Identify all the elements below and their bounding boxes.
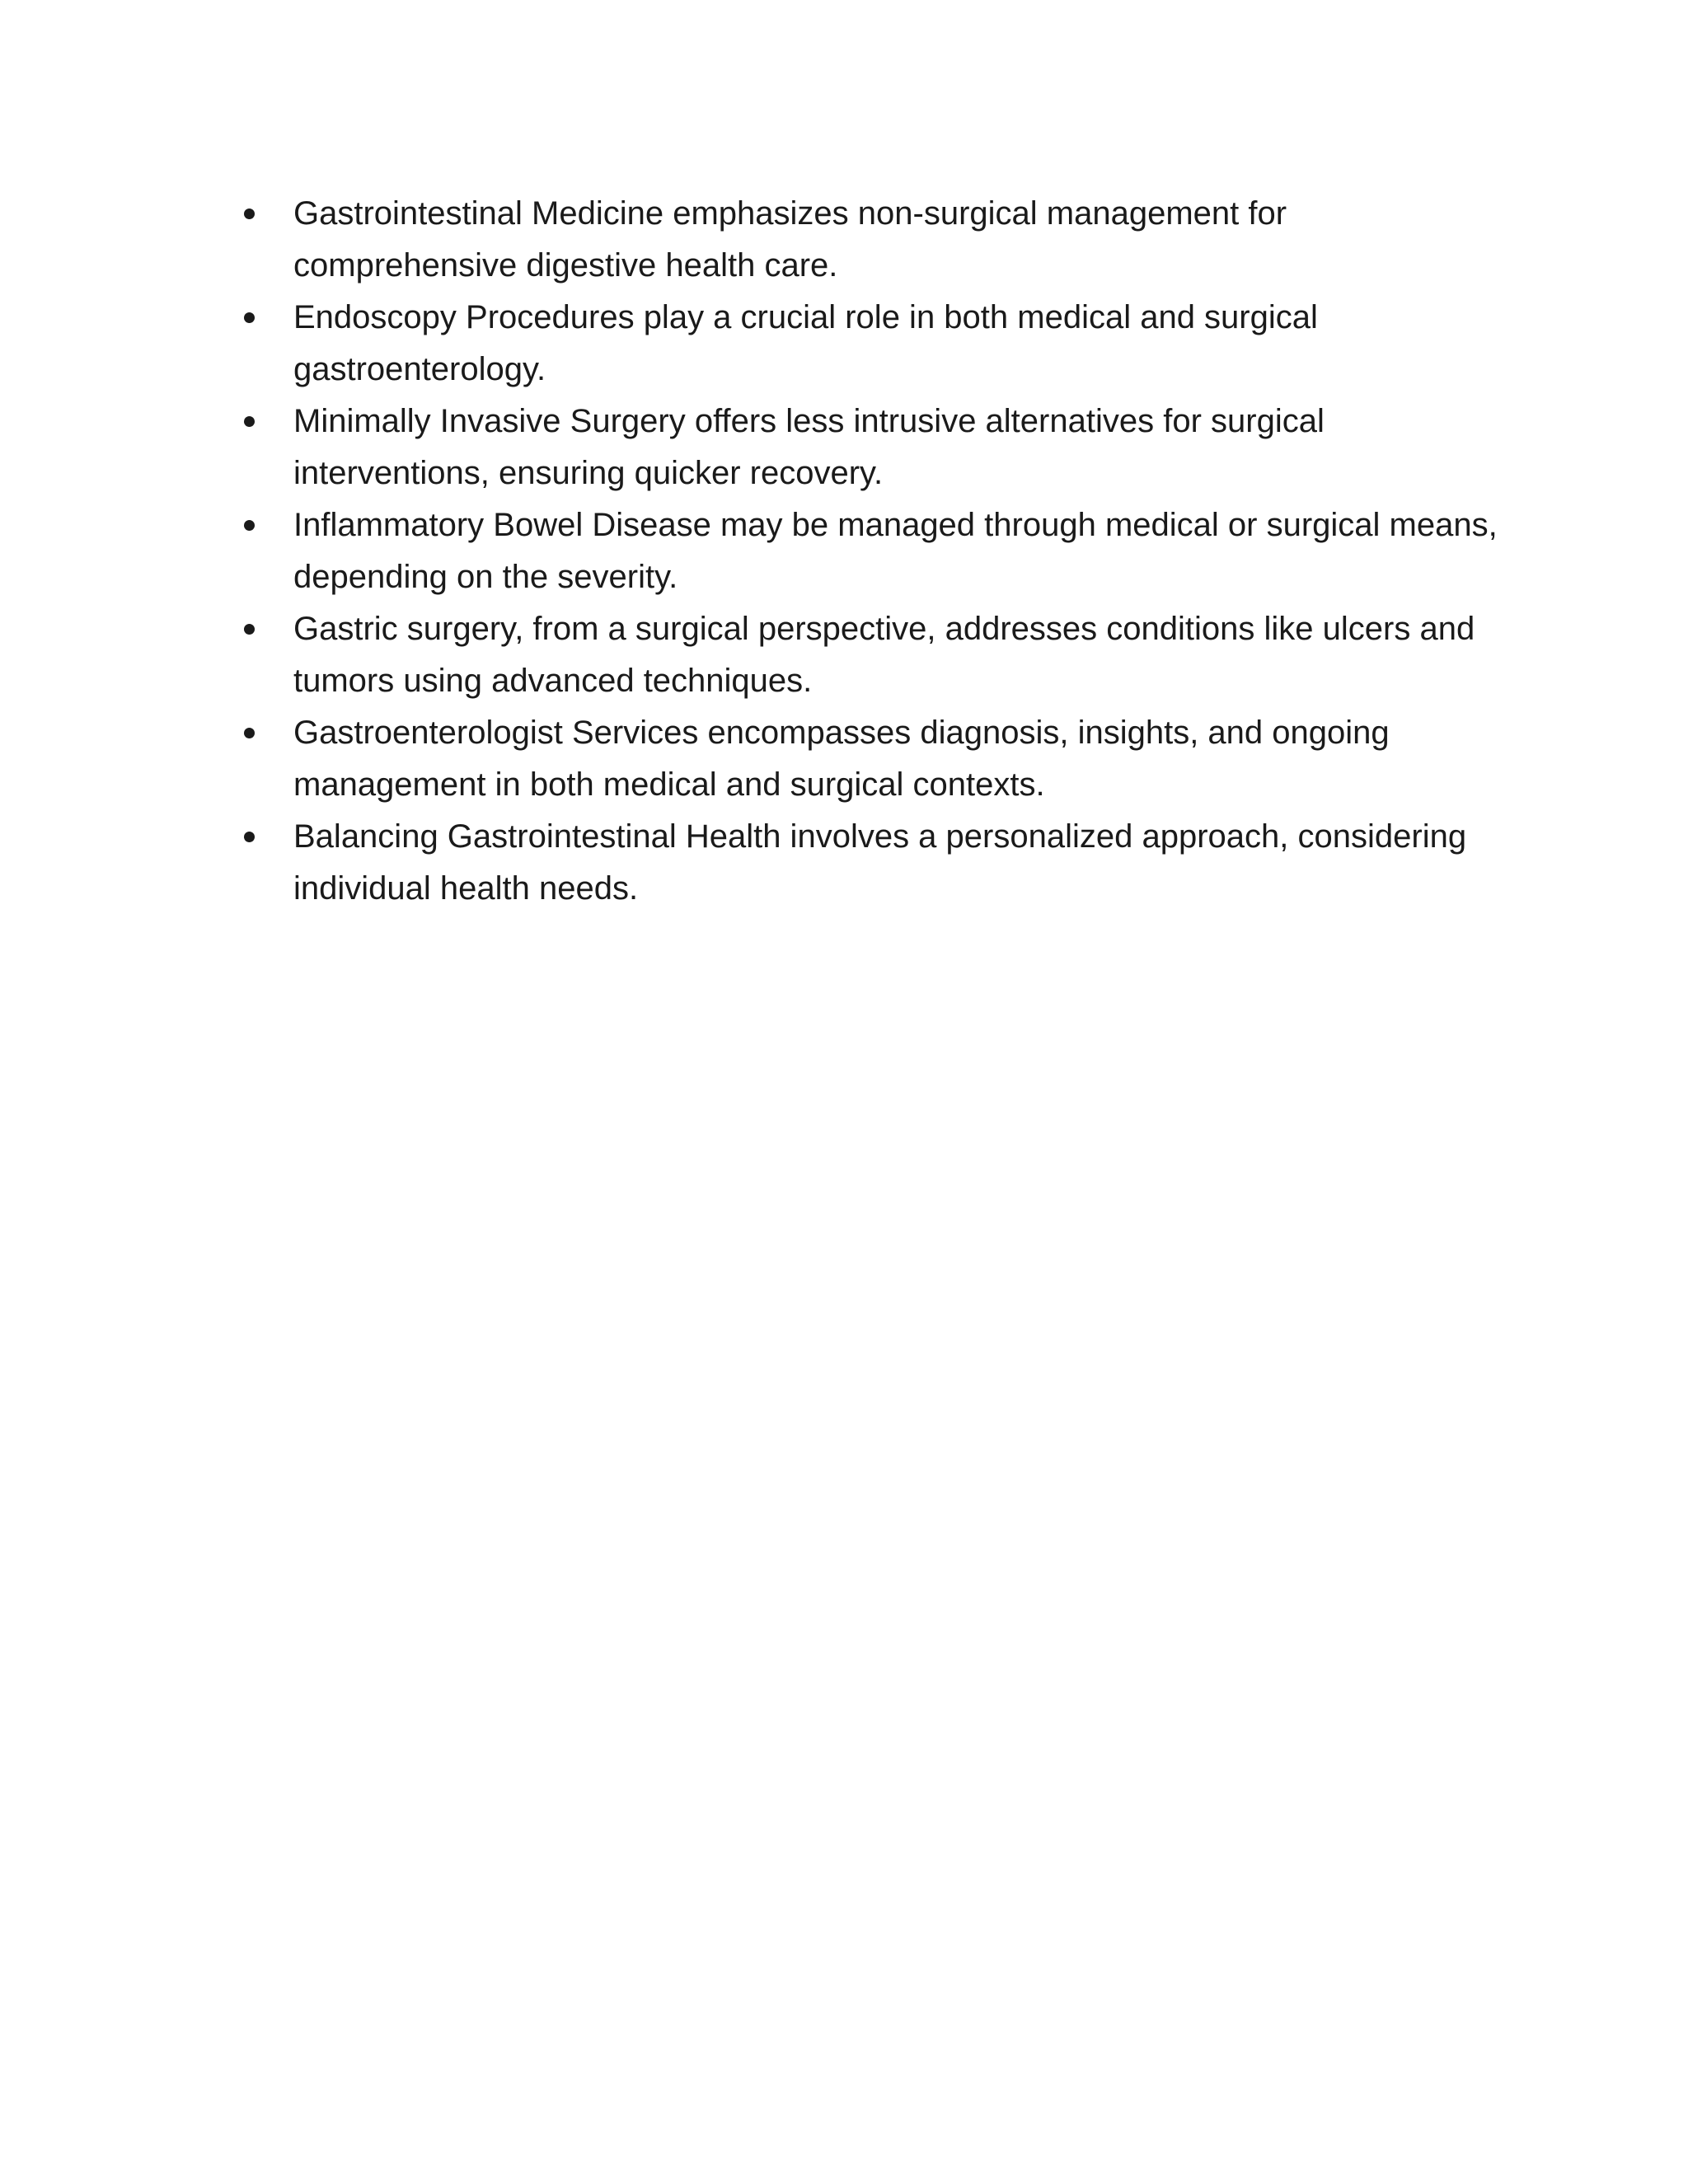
bullet-dot-icon [244, 624, 255, 635]
list-item-text: Gastrointestinal Medicine emphasizes non-surgical management for comprehensive digestive health care. [293, 195, 1287, 284]
list-item-text: Balancing Gastrointestinal Health involves a personalized approach, considering individual health needs. [293, 818, 1467, 907]
bullet-dot-icon [244, 520, 255, 531]
list-item [244, 188, 1513, 292]
list-item-text: Gastric surgery, from a surgical perspective, addresses conditions like ulcers and tumors using advanced techniques. [293, 611, 1475, 699]
list-item [244, 499, 1513, 603]
bullet-dot-icon [244, 416, 255, 427]
list-item [244, 292, 1513, 396]
list-item-text: Gastroenterologist Services encompasses diagnosis, insights, and ongoing management in both medical and surgical contexts. [293, 715, 1390, 803]
list-item-text: Minimally Invasive Surgery offers less intrusive alternatives for surgical interventions, ensuring quicker recovery. [293, 403, 1325, 491]
list-item [244, 603, 1513, 707]
bullet-dot-icon [244, 728, 255, 738]
list-item-text: Endoscopy Procedures play a crucial role in both medical and surgical gastroenterology. [293, 299, 1318, 387]
bullet-dot-icon [244, 312, 255, 323]
bullet-dot-icon [244, 209, 255, 219]
bullet-dot-icon [244, 832, 255, 842]
list-item-text: Inflammatory Bowel Disease may be managed through medical or surgical means, depending on the severity. [293, 507, 1498, 595]
list-item [244, 707, 1513, 811]
bullet-list [244, 188, 1513, 915]
list-item [244, 396, 1513, 499]
list-item [244, 811, 1513, 915]
